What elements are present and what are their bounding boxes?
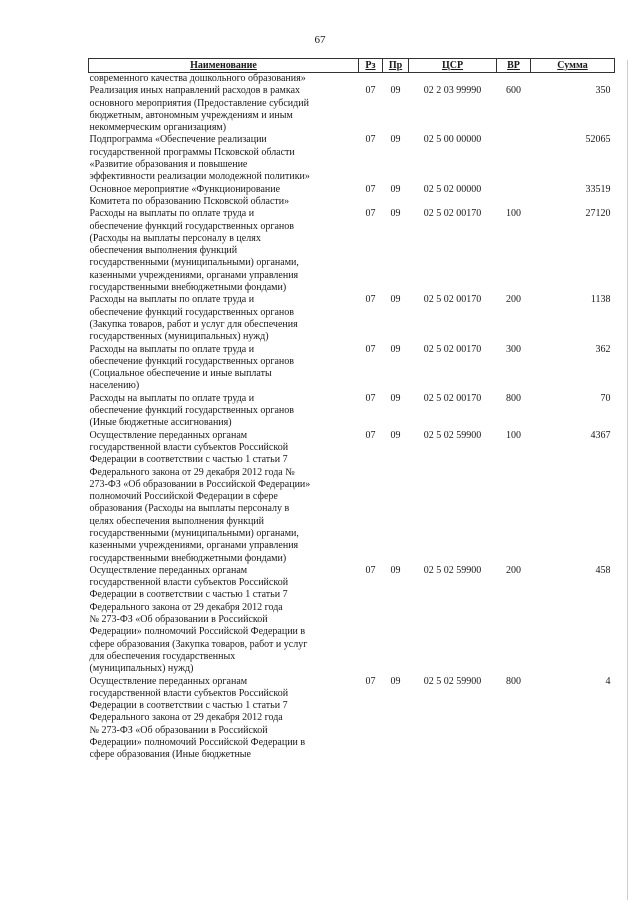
header-pr: Пр: [383, 59, 409, 73]
cell-vr: [497, 184, 531, 209]
cell-vr: 300: [506, 343, 521, 355]
cell-csr: 02 2 03 99990: [423, 85, 482, 97]
cell-rz: 07: [365, 85, 376, 97]
cell-pr: 09: [390, 294, 401, 306]
cell-sum: [531, 73, 615, 86]
cell-vr: 800: [506, 675, 521, 687]
cell-name: Реализация иных направлений расходов в рамках основного мероприятия (Предоставление субсидий бюджетным, автономным учреждениям и иным некоммерческим организациям): [89, 85, 309, 134]
cell-pr: 09: [390, 392, 401, 404]
cell-vr: [497, 134, 531, 183]
cell-vr: [497, 73, 531, 86]
cell-sum: 458: [595, 564, 611, 576]
table-header-row: [89, 59, 615, 73]
header-name: Наименование: [89, 59, 359, 73]
cell-name: Осуществление переданных органам государственной власти субъектов Российской Федерации в соответствии с частью 1 статьи 7 Федерального закона от 29 декабря 2012 года № 273-ФЗ «Об образовании в Российской Федерации» полномочий Российской Федерации в сфере образования (Расходы на выплаты персоналу в целях обеспечения выполнения функций государственными (муниципальными) органами, казенными учреждениями, органами управления государственными внебюджетными фондами): [89, 429, 311, 564]
cell-name: Осуществление переданных органам государственной власти субъектов Российской Федерации в соответствии с частью 1 статьи 7 Федерального закона от 29 декабря 2012 года № 273-ФЗ «Об образовании в Российской Федерации» полномочий Российской Федерации в сфере образования (Закупка товаров, работ и услуг для обеспечения государственных (муниципальных) нужд): [89, 564, 308, 675]
cell-sum: 1138: [590, 294, 611, 306]
cell-name: Расходы на выплаты по оплате труда и обеспечение функций государственных органов (Расходы на выплаты персоналу в целях обеспечения выполнения функций государственными (муниципальными) органами, казенными учреждениями, органами управления государственными внебюджетными фондами): [89, 208, 299, 294]
table-row: [89, 184, 615, 209]
cell-rz: 07: [365, 675, 376, 687]
header-rz: Рз: [359, 59, 383, 73]
cell-csr: 02 5 02 00170: [423, 343, 482, 355]
cell-vr: 800: [506, 392, 521, 404]
table-row: [89, 208, 615, 294]
header-vr: ВР: [497, 59, 531, 73]
cell-pr: 09: [390, 208, 401, 220]
cell-csr: 02 5 02 00170: [423, 294, 482, 306]
table-row: [89, 676, 615, 762]
cell-name: Основное мероприятие «Функционирование Комитета по образованию Псковской области»: [89, 183, 290, 207]
cell-sum: 33519: [585, 183, 611, 195]
budget-table-container: [88, 58, 614, 762]
cell-pr: [383, 73, 409, 86]
cell-csr: 02 5 02 00000: [423, 183, 482, 195]
cell-sum: 4367: [590, 429, 611, 441]
table-row: [89, 294, 615, 343]
cell-rz: 07: [365, 392, 376, 404]
cell-sum: 4: [605, 675, 611, 687]
cell-name: Расходы на выплаты по оплате труда и обеспечение функций государственных органов (Закупка товаров, работ и услуг для обеспечения государственных (муниципальных) нужд): [89, 294, 298, 343]
cell-rz: [359, 73, 383, 86]
cell-csr: 02 5 02 59900: [423, 564, 482, 576]
cell-name: современного качества дошкольного образования»: [89, 73, 306, 84]
cell-name: Подпрограмма «Обеспечение реализации государственной программы Псковской области «Развитие образования и повышение эффективности реализации молодежной политики»: [89, 134, 310, 183]
table-row: [89, 73, 615, 86]
table-row: [89, 344, 615, 393]
cell-vr: 100: [506, 429, 521, 441]
cell-vr: 200: [506, 564, 521, 576]
cell-sum: 52065: [585, 134, 611, 146]
cell-rz: 07: [365, 183, 376, 195]
budget-table: [88, 58, 615, 762]
cell-csr: 02 5 02 00170: [423, 208, 482, 220]
cell-sum: 70: [600, 392, 611, 404]
cell-csr: 02 5 00 00000: [423, 134, 482, 146]
cell-pr: 09: [390, 675, 401, 687]
cell-rz: 07: [365, 134, 376, 146]
cell-pr: 09: [390, 564, 401, 576]
cell-pr: 09: [390, 343, 401, 355]
cell-csr: 02 5 02 59900: [423, 429, 482, 441]
cell-rz: 07: [365, 208, 376, 220]
header-sum: Сумма: [531, 59, 615, 73]
page-edge-line: [627, 60, 628, 900]
cell-pr: 09: [390, 85, 401, 97]
table-row: [89, 393, 615, 430]
cell-vr: 100: [506, 208, 521, 220]
cell-csr: [409, 73, 497, 86]
cell-csr: 02 5 02 59900: [423, 675, 482, 687]
cell-sum: 362: [595, 343, 611, 355]
table-row: [89, 565, 615, 676]
cell-sum: 350: [595, 85, 611, 97]
cell-pr: 09: [390, 183, 401, 195]
cell-rz: 07: [365, 429, 376, 441]
cell-vr: 200: [506, 294, 521, 306]
cell-csr: 02 5 02 00170: [423, 392, 482, 404]
page-number: 67: [314, 34, 326, 46]
cell-rz: 07: [365, 564, 376, 576]
cell-name: Расходы на выплаты по оплате труда и обеспечение функций государственных органов (Социальное обеспечение и иные выплаты населению): [89, 343, 294, 392]
table-row: [89, 134, 615, 183]
cell-vr: 600: [506, 85, 521, 97]
header-csr: ЦСР: [409, 59, 497, 73]
cell-rz: 07: [365, 343, 376, 355]
cell-pr: 09: [390, 429, 401, 441]
cell-pr: 09: [390, 134, 401, 146]
cell-name: Расходы на выплаты по оплате труда и обеспечение функций государственных органов (Иные бюджетные ассигнования): [89, 392, 294, 429]
table-body: [89, 73, 615, 762]
cell-name: Осуществление переданных органам государственной власти субъектов Российской Федерации в соответствии с частью 1 статьи 7 Федерального закона от 29 декабря 2012 года № 273-ФЗ «Об образовании в Российской Федерации» полномочий Российской Федерации в сфере образования (Иные бюджетные: [89, 675, 306, 761]
table-row: [89, 430, 615, 565]
table-row: [89, 85, 615, 134]
cell-sum: 27120: [585, 208, 611, 220]
cell-rz: 07: [365, 294, 376, 306]
